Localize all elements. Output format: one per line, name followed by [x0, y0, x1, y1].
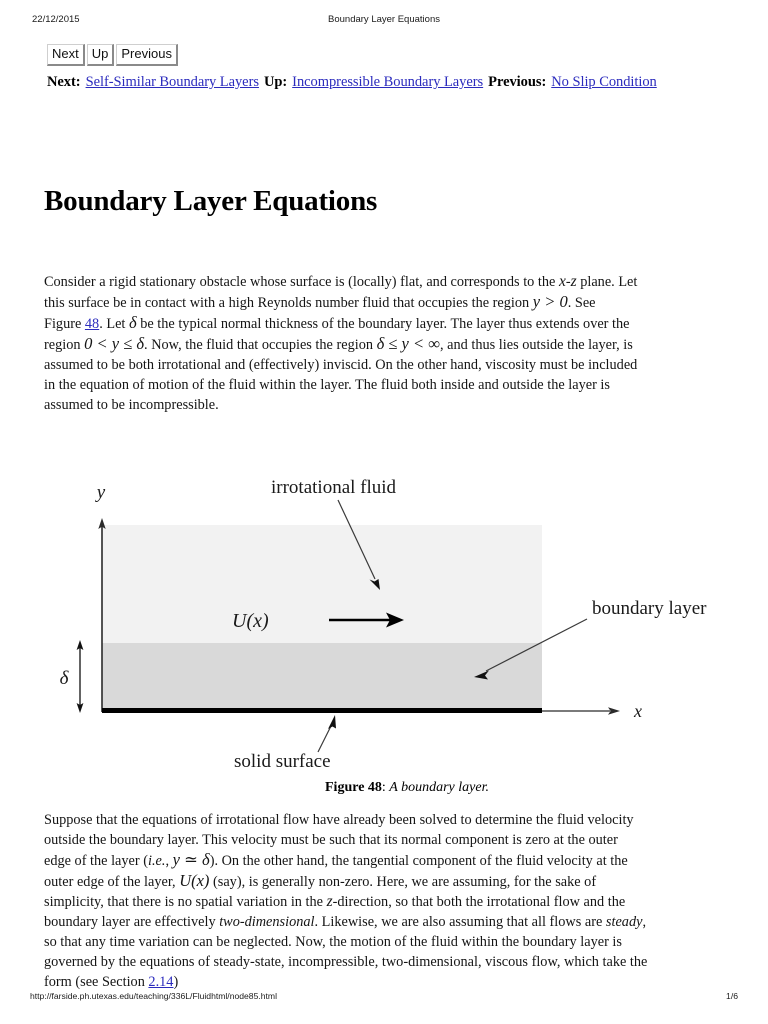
- text-run: . Likewise, we are also assuming that all flows are: [314, 914, 606, 930]
- y-axis-label: y: [96, 482, 106, 503]
- print-footer: [0, 991, 768, 1005]
- text-run: form (see Section: [44, 974, 149, 990]
- emphasis-two-dimensional: two-dimensional: [219, 914, 315, 930]
- paragraph-line: [44, 272, 726, 292]
- velocity-label: U(x): [232, 610, 269, 632]
- boundary-layer-label: boundary layer: [592, 598, 707, 619]
- next-button[interactable]: Next: [47, 44, 85, 66]
- figure-48-link[interactable]: 48: [84, 316, 100, 332]
- paragraph-line: assumed to be incompressible.: [44, 397, 219, 413]
- paragraph-body: [44, 810, 734, 992]
- paragraph-line: so that any time variation can be neglected. Now, the motion of the fluid within the boundary layer is: [44, 934, 622, 950]
- text-run: outer edge of the layer,: [44, 874, 180, 890]
- paragraph-line: [44, 972, 734, 992]
- text-run: this surface be in contact with a high Reynolds number fluid that occupies the region: [44, 295, 533, 311]
- math-x: x: [558, 273, 566, 290]
- figure-caption-number: Figure 48: [325, 780, 382, 795]
- previous-button[interactable]: Previous: [116, 44, 178, 66]
- text-run: ,: [165, 853, 173, 869]
- irrotational-fluid-region: [102, 525, 542, 643]
- text-run: Figure: [44, 316, 85, 332]
- page-title: Boundary Layer Equations: [44, 185, 378, 217]
- text-run: edge of the layer (: [44, 853, 148, 869]
- text-run: region: [44, 337, 85, 353]
- text-run: ): [173, 974, 179, 990]
- text-run: (say), is generally non-zero. Here, we are assuming, for the sake of: [209, 874, 597, 890]
- text-run: plane. Let: [576, 274, 638, 290]
- figure-caption-separator: :: [381, 780, 390, 795]
- text-run: Consider a rigid stationary obstacle whose surface is (locally) flat, and corresponds to the: [44, 274, 559, 290]
- delta-label: δ: [59, 668, 69, 689]
- text-run: , and thus lies outside the layer, is: [440, 337, 633, 353]
- up-button[interactable]: Up: [87, 44, 115, 66]
- text-run: be the typical normal thickness of the boundary layer. The layer thus extends over the: [136, 316, 630, 332]
- text-run: . See: [567, 295, 596, 311]
- text-run: -direction, so that both the irrotational flow and the: [332, 894, 626, 910]
- up-link-label: Up:: [263, 74, 288, 90]
- paragraph-line: [44, 850, 734, 871]
- text-run: simplicity, that there is no spatial variation in the: [44, 894, 327, 910]
- paragraph-line: [44, 892, 734, 912]
- boundary-layer-diagram: [42, 468, 768, 778]
- paragraph-line: [44, 871, 734, 892]
- up-link[interactable]: Incompressible Boundary Layers: [292, 74, 484, 90]
- text-run: boundary layer are effectively: [44, 914, 220, 930]
- footer-url: http://farside.ph.utexas.edu/teaching/336L/Fluidhtml/node85.html: [30, 991, 277, 1001]
- text-run: ). On the other hand, the tangential component of the fluid velocity at the: [209, 853, 628, 869]
- text-run: . Let: [99, 316, 129, 332]
- figure-caption: [42, 779, 768, 797]
- math-u-of-x: U(x): [179, 871, 210, 890]
- math-range-outer: δ ≤ y < ∞: [376, 334, 441, 353]
- text-run: . Now, the fluid that occupies the region: [144, 337, 377, 353]
- paragraph-line: [44, 912, 734, 932]
- x-axis-label: x: [634, 701, 642, 721]
- paragraph-line: [44, 334, 726, 355]
- math-z-direction: z: [326, 893, 333, 910]
- irrotational-fluid-label: irrotational fluid: [271, 477, 397, 498]
- next-link[interactable]: Self-Similar Boundary Layers: [85, 74, 259, 90]
- math-range-inner: 0 < y ≤ δ: [84, 334, 145, 353]
- math-y-gt-zero: y > 0: [532, 292, 568, 311]
- print-header-title: Boundary Layer Equations: [328, 14, 440, 25]
- next-link-label: Next:: [47, 74, 81, 90]
- document-content: [42, 44, 726, 990]
- solid-surface-line: [102, 708, 542, 713]
- figure-48: [42, 468, 768, 795]
- navigation-links: [47, 72, 726, 92]
- solid-surface-arrowhead: [328, 715, 336, 729]
- math-y-approx-delta: y ≃ δ: [172, 850, 210, 869]
- previous-link-label: Previous:: [488, 74, 547, 90]
- footer-page-number: 1/6: [726, 991, 738, 1001]
- paragraph-line: [44, 292, 726, 313]
- math-z: z: [570, 273, 577, 290]
- section-2-14-link[interactable]: 2.14: [148, 974, 174, 990]
- paragraph-intro: [44, 272, 726, 415]
- paragraph-line: assumed to be both irrotational and (effectively) inviscid. On the other hand, viscosity must be included: [44, 357, 638, 373]
- text-run: -: [565, 274, 571, 290]
- math-delta: δ: [128, 313, 137, 332]
- previous-link[interactable]: No Slip Condition: [551, 74, 657, 90]
- emphasis-steady: steady: [605, 914, 643, 930]
- paragraph-line: outside the boundary layer. This velocity must be such that its normal component is zero at the outer: [44, 832, 618, 848]
- paragraph-line: in the equation of motion of the fluid within the layer. The fluid both inside and outside the layer is: [44, 377, 610, 393]
- figure-caption-text: A boundary layer.: [389, 780, 489, 795]
- paragraph-line: governed by the equations of steady-state, incompressible, two-dimensional, viscous flow, which take the: [44, 954, 648, 970]
- print-header: [0, 14, 768, 28]
- emphasis-ie: i.e.: [148, 853, 166, 869]
- paragraph-line: Suppose that the equations of irrotational flow have already been solved to determine the fluid velocity: [44, 812, 634, 828]
- solid-surface-leader-line: [318, 726, 331, 752]
- text-run: ,: [642, 914, 647, 930]
- navigation-buttons: [47, 44, 726, 68]
- paragraph-line: [44, 313, 726, 334]
- print-date: 22/12/2015: [32, 14, 80, 25]
- solid-surface-label: solid surface: [234, 751, 331, 772]
